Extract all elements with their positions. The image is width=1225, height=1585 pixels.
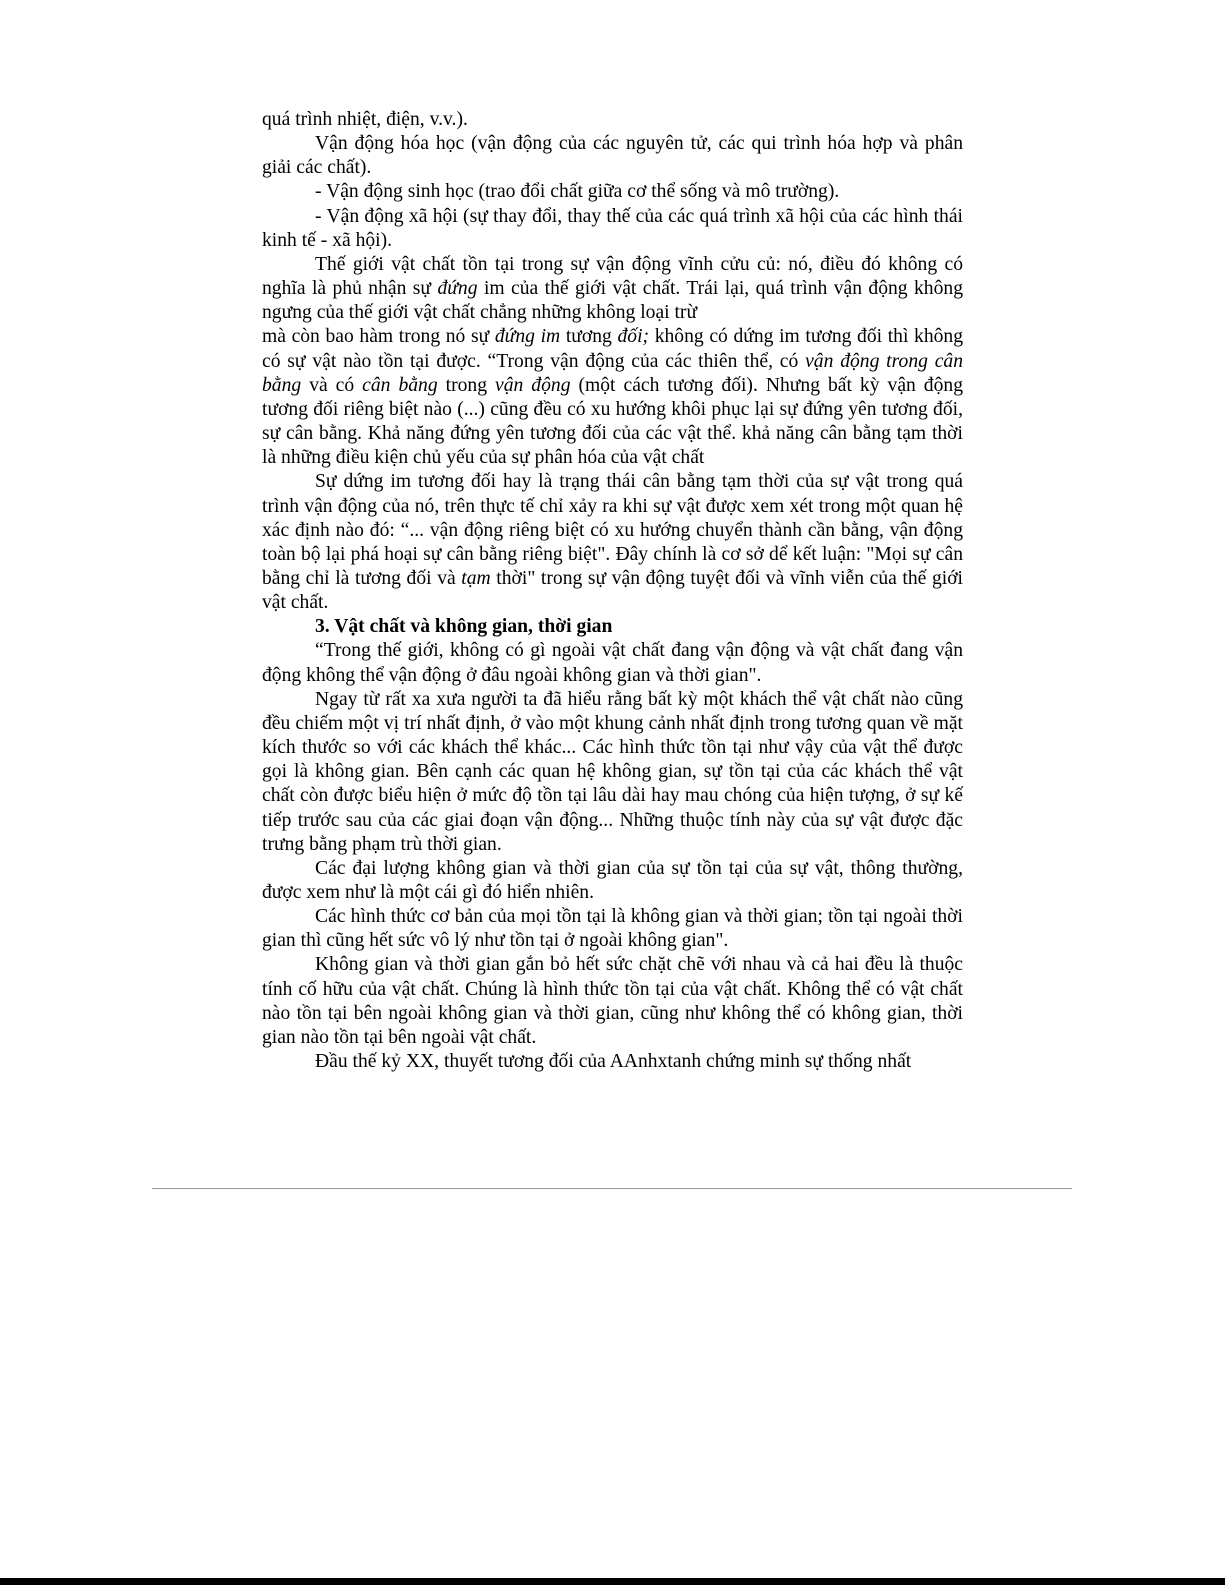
- text-run: và có: [309, 374, 355, 396]
- document-body: [262, 108, 963, 1074]
- italic-text-run: đứng im: [494, 326, 561, 348]
- paragraph: quá trình nhiệt, điện, v.v.).: [262, 109, 468, 130]
- text-run: trong: [445, 374, 488, 396]
- paragraph: Các đại lượng không gian và thời gian của sự tồn tại của sự vật, thông thường, được xem như là một cái gì đó hiển nhiên.: [262, 857, 963, 903]
- paragraph: - Vận động xã hội (sự thay đổi, thay thế của các quá trình xã hội của các hình thái kinh tế - xã hội).: [262, 205, 963, 251]
- paragraph: Không gian và thời gian gắn bỏ hết sức chặt chẽ với nhau và cả hai đều là thuộc tính cố hữu của vật chất. Chúng là hình thức tồn tại của vật chất. Không thể có vật chất nào tồn tại bên ngoài không gian và thời gian, cũng như không thể có không gian, thời gian nào tồn tại bên ngoài vật chất.: [262, 954, 963, 1048]
- italic-text-run: vận động trong cân bằng: [262, 350, 964, 396]
- paragraph: - Vận động sinh học (trao đổi chất giữa cơ thể sống và mô trường).: [315, 181, 840, 203]
- italic-text-run: cân bằng: [362, 374, 438, 396]
- page-separator-line: [152, 1188, 1072, 1189]
- italic-text-run: vận động: [495, 374, 571, 396]
- text-run: mà còn bao hàm trong nó sự: [262, 326, 490, 348]
- paragraph: Các hình thức cơ bản của mọi tồn tại là không gian và thời gian; tồn tại ngoài thời gian thì cũng hết sức vô lý như tồn tại ở ngoài không gian".: [262, 906, 963, 952]
- paragraph: Vận động hóa học (vận động của các nguyên tử, các qui trình hóa hợp và phân giải các chất).: [262, 133, 963, 179]
- text-run: (một cách tương đối). Nhưng bất kỳ vận động tương đối riêng biệt nào (...) cũng đều có xu hướng khôi phục lại sự đứng yên tương đối, sự cân bằng. Khả năng đứng yên tương đối của các vật thể. khả năng cân bằng tạm thời là những điều kiện chủ yếu của sự phân hóa của vật chất: [262, 374, 963, 469]
- paragraph: Đầu thế kỷ XX, thuyết tương đối của AAnhxtanh chứng minh sự thống nhất: [315, 1051, 912, 1073]
- paragraph: Ngay từ rất xa xưa người ta đã hiểu rằng bất kỳ một khách thể vật chất nào cũng đều chiếm một vị trí nhất định, ở vào một khung cảnh nhất định trong tương quan về mặt kích thước so với các khách thể khác... Các hình thức tồn tại như vậy của vật thể được gọi là không gian. Bên cạnh các quan hệ không gian, sự tồn tại của các khách thể vật chất còn được biểu hiện ở mức độ tồn tại lâu dài hay mau chóng của hiện tượng, ở sự kế tiếp trước sau của các giai đoạn vận động... Những thuộc tính này của sự vật được đặc trưng bằng phạm trù thời gian.: [262, 688, 963, 855]
- section-heading: 3. Vật chất và không gian, thời gian: [315, 616, 613, 638]
- text-run: Thế giới vật chất tồn tại trong sự vận động vĩnh cửu củ: nó, điều đó không có nghĩa là phủ nhận sự: [262, 253, 963, 300]
- text-run: không có dứng im tương đối thì không có sự vật nào tồn tại được. “Trong vận động của các thiên thể, có: [262, 326, 964, 372]
- text-run: tương: [565, 326, 612, 348]
- text-run: Sự dứng im tương đối hay là trạng thái cân bằng tạm thời của sự vật trong quá trình vận động của nó, trên thực tế chỉ xảy ra khi sự vật được xem xét trong một quan hệ xác định nào đó: “... vận động riêng biệt có xu hướng chuyển thành cần bằng, vận động toàn bộ lại phá hoại sự cân bằng riêng biệt". Đây chính là cơ sở dể kết luận: "Mọi sự cân bằng chỉ là tương đối và: [262, 471, 963, 589]
- text-run: im của thế giới vật chất. Trái lại, quá trình vận động không ngưng của thế giới vật chất chẳng những không loại trừ: [262, 278, 963, 324]
- paragraph: [262, 325, 963, 470]
- paragraph: [262, 253, 963, 325]
- italic-text-run: đối;: [617, 326, 650, 348]
- page-bottom-edge: [0, 1578, 1225, 1585]
- italic-text-run: đứng: [437, 278, 478, 300]
- text-run: thời" trong sự vận động tuyệt đối và vĩnh viễn của thế giới vật chất.: [262, 567, 964, 614]
- paragraph: [262, 470, 963, 615]
- paragraph: “Trong thế giới, không có gì ngoài vật chất đang vận động và vật chất đang vận động không thể vận động ở đâu ngoài không gian và thời gian".: [262, 640, 963, 686]
- italic-text-run: tạm: [461, 567, 491, 589]
